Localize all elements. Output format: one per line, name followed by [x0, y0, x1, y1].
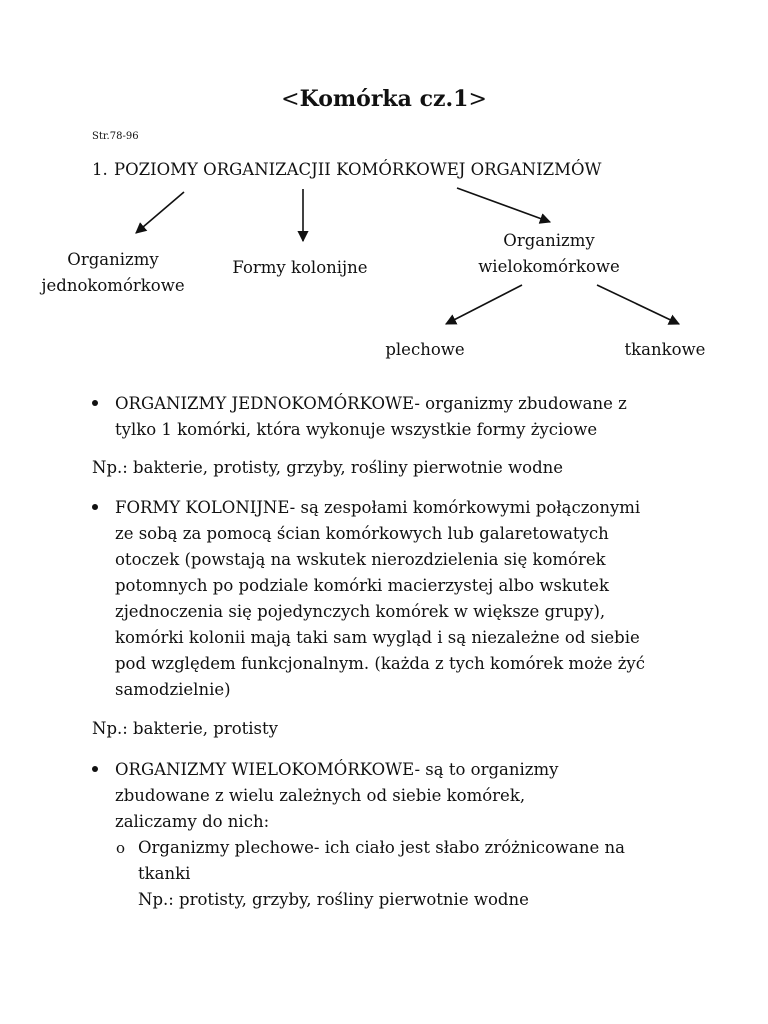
arrow-to-thallus — [446, 285, 522, 324]
bullet-multicellular-text — [115, 757, 558, 835]
node-unicellular-line2: jednokomórkowe — [41, 276, 185, 295]
bullet-dot — [92, 400, 98, 406]
arrow-to-tissue — [597, 285, 679, 324]
title-text: Komórka cz.1 — [299, 86, 469, 112]
text-line: zjednoczenia się pojedynczych komórek w większe grupy), — [115, 602, 606, 621]
text-line: samodzielnie) — [115, 680, 231, 699]
example-unicellular: Np.: bakterie, protisty, grzyby, rośliny pierwotnie wodne — [92, 458, 564, 477]
example-colonial: Np.: bakterie, protisty — [92, 719, 278, 738]
text-line: pod względem funkcjonalnym. (każda z tych komórek może żyć — [115, 654, 645, 673]
text-line: FORMY KOLONIJNE- są zespołami komórkowymi połączonymi — [115, 498, 641, 517]
text-line: otoczek (powstają na wskutek nierozdzielenia się komórek — [115, 550, 606, 569]
subitem-thallus-text — [138, 835, 625, 913]
text-line: Np.: protisty, grzyby, rośliny pierwotnie wodne — [138, 890, 529, 909]
arrow-to-unicellular — [136, 192, 184, 233]
bullet-colonial-text — [115, 495, 645, 703]
bullet-dot — [92, 504, 98, 510]
text-line: zbudowane z wielu zależnych od siebie komórek, — [115, 786, 526, 805]
section-heading-text: POZIOMY ORGANIZACJII KOMÓRKOWEJ ORGANIZMÓW — [114, 160, 602, 179]
node-unicellular-line1: Organizmy — [67, 250, 159, 269]
text-line: ze sobą za pomocą ścian komórkowych lub galaretowatych — [115, 524, 609, 543]
subitem-thallus — [116, 835, 696, 913]
text-line: zaliczamy do nich: — [115, 812, 270, 831]
title-open-bracket: < — [281, 87, 300, 112]
node-unicellular — [30, 247, 196, 299]
text-line: tylko 1 komórki, która wykonuje wszystkie formy życiowe — [115, 420, 598, 439]
text-line: tkanki — [138, 864, 191, 883]
node-colonial: Formy kolonijne — [232, 258, 368, 277]
title-close-bracket: > — [468, 87, 487, 112]
text-line: ORGANIZMY JEDNOKOMÓRKOWE- organizmy zbudowane z — [115, 394, 627, 413]
bullet-colonial — [92, 495, 712, 703]
node-multicellular-line2: wielokomórkowe — [478, 257, 620, 276]
bullet-dot — [92, 766, 98, 772]
sub-bullet-circle: o — [116, 839, 126, 857]
text-line: potomnych po podziale komórki macierzystej albo wskutek — [115, 576, 609, 595]
bullet-multicellular — [92, 757, 692, 835]
pages-reference: Str.78-96 — [92, 131, 139, 142]
text-line: komórki kolonii mają taki sam wygląd i są niezależne od siebie — [115, 628, 640, 647]
node-thallus: plechowe — [385, 340, 465, 359]
text-line: ORGANIZMY WIELOKOMÓRKOWE- są to organizmy — [115, 760, 559, 779]
node-tissue: tkankowe — [624, 340, 706, 359]
bullet-unicellular — [92, 391, 692, 443]
text-line: Organizmy plechowe- ich ciało jest słabo zróżnicowane na — [138, 838, 625, 857]
node-multicellular-line1: Organizmy — [503, 231, 595, 250]
arrow-to-multicellular — [457, 188, 550, 222]
node-multicellular — [466, 228, 632, 280]
section-number: 1. — [92, 160, 108, 179]
bullet-unicellular-text — [115, 391, 627, 443]
